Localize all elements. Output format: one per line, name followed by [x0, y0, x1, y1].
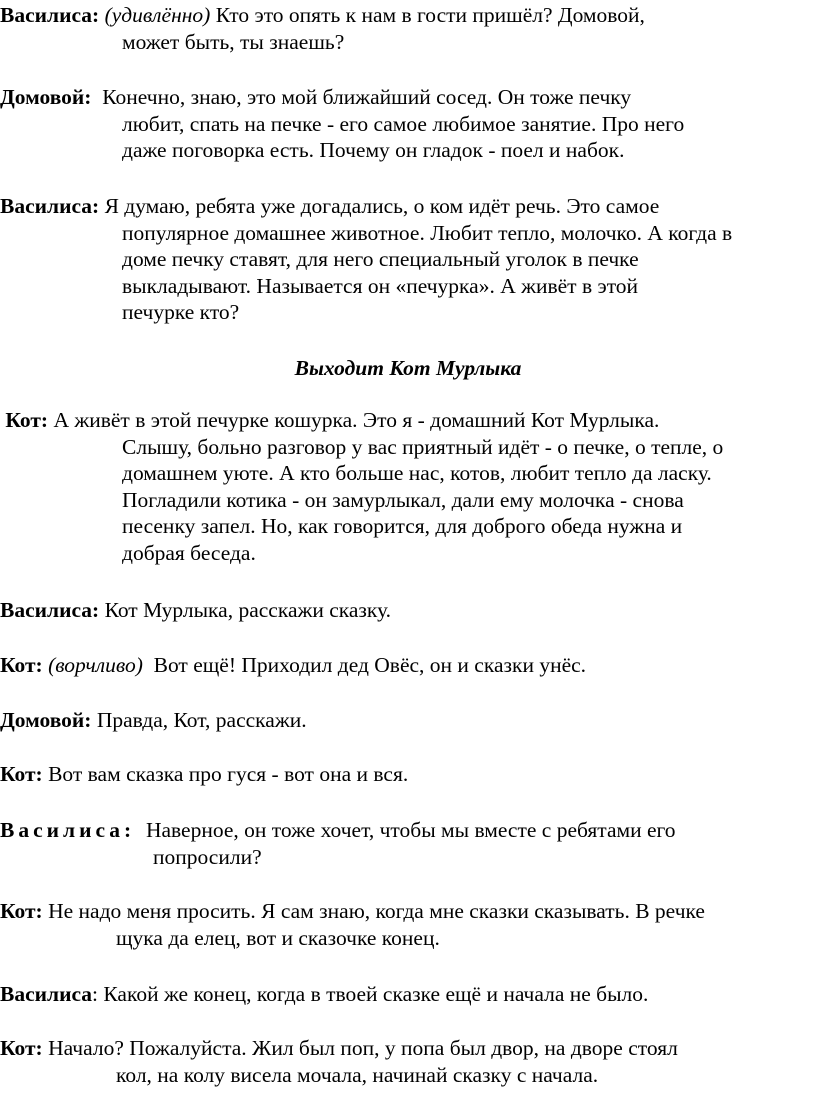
speaker-name: Василиса: [0, 598, 100, 622]
dialogue-line: домашнем уюте. А кто больше нас, котов, любит тепло да ласку. [122, 461, 712, 485]
dialogue-line: Конечно, знаю, это мой ближайший сосед. Он тоже печку [102, 85, 632, 109]
speaker-name: Кот: [0, 899, 43, 923]
dialogue-line: Я думаю, ребята уже догадались, о ком идёт речь. Это самое [104, 194, 660, 218]
speaker-name: Василиса: [0, 818, 136, 842]
stage-remark: (ворчливо) [48, 653, 143, 677]
dialogue-line: добрая беседа. [122, 540, 256, 565]
speaker-name: Домовой: [0, 85, 92, 109]
dialogue-block-12 [0, 1035, 808, 1088]
dialogue-line: популярное домашнее животное. Любит тепло, молочко. А когда в [122, 220, 733, 245]
dialogue-block-8 [0, 761, 808, 788]
speaker-name: Кот: [0, 762, 43, 786]
stage-remark: (удивлённо) [104, 3, 211, 27]
dialogue-line: любит, спать на печке - его самое любимое занятие. Про него [122, 111, 685, 136]
dialogue-line: попросили? [153, 844, 262, 869]
dialogue-line: Наверное, он тоже хочет, чтобы мы вместе с ребятами его [145, 818, 676, 842]
dialogue-block-9 [0, 817, 808, 870]
dialogue-line: щука да елец, вот и сказочке конец. [116, 925, 440, 950]
dialogue-block-5 [0, 597, 808, 624]
stage-direction: Выходит Кот Мурлыка [294, 356, 522, 380]
speaker-name: Василиса: [0, 3, 100, 27]
dialogue-block-7 [0, 707, 808, 734]
dialogue-block-1 [0, 2, 808, 55]
speaker-name: Кот: [5, 408, 49, 432]
speaker-name: Кот: [0, 653, 43, 677]
dialogue-block-10 [0, 898, 808, 951]
dialogue-line: Кот Мурлыка, расскажи сказку. [104, 598, 392, 622]
speaker-name: Домовой: [0, 708, 92, 732]
dialogue-block-11 [0, 981, 808, 1008]
dialogue-line: Правда, Кот, расскажи. [96, 708, 307, 732]
dialogue-line: Кто это опять к нам в гости пришёл? Домовой, [215, 3, 645, 27]
dialogue-block-2 [0, 84, 808, 164]
dialogue-line: Не надо меня просить. Я сам знаю, когда мне сказки сказывать. В речке [48, 899, 705, 923]
dialogue-line: даже поговорка есть. Почему он гладок - поел и набок. [122, 138, 625, 162]
speaker-name: Василиса: [0, 194, 100, 218]
dialogue-line: Вот ещё! Приходил дед Овёс, он и сказки унёс. [153, 653, 587, 677]
dialogue-line: может быть, ты знаешь? [122, 29, 345, 54]
speaker-name: Василиса [0, 982, 93, 1006]
dialogue-block-6 [0, 652, 808, 679]
dialogue-line: выкладывают. Называется он «печурка». А живёт в этой [122, 273, 639, 298]
dialogue-line: А живёт в этой печурке кошурка. Это я - домашний Кот Мурлыка. [53, 408, 660, 432]
dialogue-line: доме печку ставят, для него специальный уголок в печке [122, 247, 639, 271]
dialogue-block-3 [0, 193, 808, 326]
dialogue-line: Вот вам сказка про гуся - вот она и вся. [48, 762, 409, 786]
dialogue-line: : Какой же конец, когда в твоей сказке ещё и начала не было. [92, 982, 649, 1006]
dialogue-line: песенку запел. Но, как говорится, для доброго обеда нужна и [122, 514, 683, 538]
speaker-name: Кот: [0, 1036, 43, 1060]
dialogue-line: кол, на колу висела мочала, начинай сказку с начала. [116, 1062, 599, 1087]
dialogue-line: Начало? Пожалуйста. Жил был поп, у попа был двор, на дворе стоял [48, 1036, 678, 1060]
dialogue-line: Слышу, больно разговор у вас приятный идёт - о печке, о тепле, о [122, 434, 724, 459]
dialogue-line: печурке кто? [122, 300, 240, 324]
dialogue-line: Погладили котика - он замурлыкал, дали ему молочка - снова [122, 487, 684, 512]
dialogue-block-4 [0, 407, 808, 566]
